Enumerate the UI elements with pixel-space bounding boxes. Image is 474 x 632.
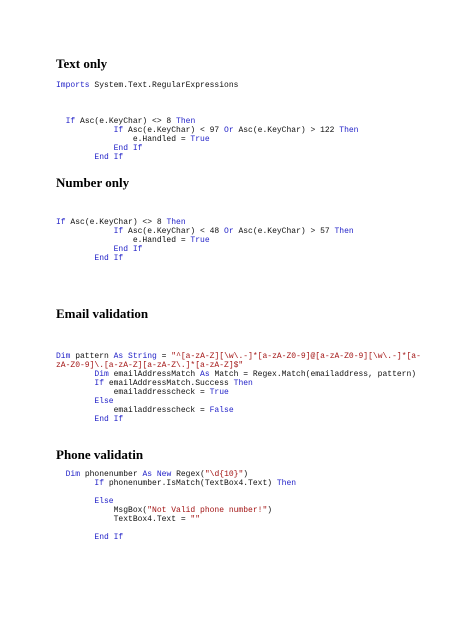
code-token: [56, 227, 114, 236]
code-token: e.Handled =: [56, 135, 191, 144]
code-line: [56, 406, 421, 415]
code-line: [56, 379, 421, 388]
code-token: Imports: [56, 81, 90, 90]
code-token: Asc(e.KeyChar) < 48: [123, 227, 225, 236]
code-line: [56, 218, 354, 227]
code-token: [56, 415, 94, 424]
code-token: System.Text.RegularExpressions: [89, 81, 239, 90]
code-line: [56, 506, 296, 515]
code-token: Asc(e.KeyChar) > 57: [233, 227, 335, 236]
code-token: True: [209, 388, 229, 397]
code-token: Or: [224, 126, 234, 135]
heading-email-validation: Email validation: [56, 306, 149, 321]
code-line: [56, 497, 296, 506]
code-token: Else: [94, 497, 114, 506]
code-token: [56, 497, 94, 506]
code-line: [56, 479, 296, 488]
code-token: [56, 397, 94, 406]
code-token: As: [142, 470, 153, 479]
heading-text-only: Text only: [56, 56, 108, 71]
code-token: emailaddresscheck =: [56, 406, 210, 415]
code-line: [56, 126, 358, 135]
code-line: [56, 515, 296, 524]
code-token: Then: [176, 117, 196, 126]
code-token: Else: [94, 397, 114, 406]
code-line: [56, 254, 354, 263]
code-token: phonenumber.IsMatch(TextBox4.Text): [104, 479, 277, 488]
code-token: Dim: [65, 470, 81, 479]
code-line: [56, 325, 421, 334]
code-line: [56, 90, 358, 99]
code-token: Match = Regex.Match(emailaddress, pattern): [209, 370, 417, 379]
code-token: End If: [94, 153, 124, 162]
code-token: "Not Valid phone number!": [147, 506, 268, 515]
code-token: "^[a-zA-Z][\w\.-]*[a-zA-Z0-9]@[a-zA-Z0-9][\w\.-]*[a-: [171, 352, 421, 361]
code-line: [56, 227, 354, 236]
code-line: [56, 99, 358, 108]
code-token: TextBox4.Text =: [56, 515, 191, 524]
code-token: End If: [94, 533, 124, 542]
code-line: [56, 352, 421, 361]
code-token: [56, 144, 114, 153]
code-token: New: [156, 470, 172, 479]
code-line: [56, 191, 354, 200]
code-token: pattern: [70, 352, 114, 361]
code-token: As: [113, 352, 124, 361]
code-line: [56, 470, 296, 479]
code-token: If: [56, 218, 66, 227]
code-token: End If: [94, 415, 124, 424]
code-token: If: [113, 126, 124, 135]
code-line: [56, 524, 296, 533]
code-line: [56, 343, 421, 352]
code-token: Then: [276, 479, 297, 488]
code-line: [56, 117, 358, 126]
code-token: [56, 117, 66, 126]
code-line: [56, 81, 358, 90]
code-line: [56, 370, 421, 379]
code-line: [56, 108, 358, 117]
code-token: Asc(e.KeyChar) <> 8: [65, 218, 167, 227]
code-token: End If: [113, 245, 143, 254]
code-line: [56, 144, 358, 153]
code-token: emailAddressMatch.Success: [104, 379, 234, 388]
code-line: [56, 533, 296, 542]
code-token: [56, 379, 94, 388]
code-token: If: [65, 117, 76, 126]
code-token: [56, 370, 94, 379]
code-block-email-validation: [56, 325, 421, 424]
code-token: [56, 254, 94, 263]
code-token: [56, 153, 94, 162]
heading-number-only: Number only: [56, 175, 130, 190]
code-token: zA-Z0-9]\.[a-zA-Z][a-zA-Z\.]*[a-zA-Z]$": [56, 361, 244, 370]
code-line: [56, 245, 354, 254]
code-token: [56, 245, 114, 254]
code-line: [56, 200, 354, 209]
code-line: [56, 361, 421, 370]
code-token: Regex(: [171, 470, 205, 479]
code-token: Dim: [56, 352, 71, 361]
code-line: [56, 388, 421, 397]
code-token: String: [128, 352, 157, 361]
code-line: [56, 236, 354, 245]
code-block-phone-validation: [56, 461, 296, 542]
code-token: =: [156, 352, 172, 361]
code-line: [56, 415, 421, 424]
code-token: Or: [224, 227, 234, 236]
code-token: Asc(e.KeyChar) > 122: [233, 126, 340, 135]
code-line: [56, 397, 421, 406]
heading-phone-validation: Phone validatin: [56, 447, 144, 462]
code-token: Asc(e.KeyChar) < 97: [123, 126, 225, 135]
code-token: "": [190, 515, 201, 524]
code-token: ): [243, 470, 249, 479]
code-line: [56, 209, 354, 218]
code-token: Then: [233, 379, 253, 388]
code-token: e.Handled =: [56, 236, 191, 245]
code-token: phonenumber: [80, 470, 143, 479]
code-block-text-only: [56, 81, 358, 162]
code-token: True: [190, 236, 210, 245]
code-token: [56, 470, 66, 479]
code-line: [56, 135, 358, 144]
code-token: Asc(e.KeyChar) <> 8: [75, 117, 177, 126]
code-token: MsgBox(: [56, 506, 148, 515]
code-token: Then: [166, 218, 186, 227]
code-token: [56, 126, 114, 135]
code-block-number-only: [56, 191, 354, 263]
code-token: Dim: [94, 370, 109, 379]
code-token: [56, 479, 94, 488]
code-line: [56, 153, 358, 162]
code-token: Then: [339, 126, 359, 135]
code-token: emailaddresscheck =: [56, 388, 210, 397]
code-token: If: [94, 479, 105, 488]
code-token: End If: [113, 144, 143, 153]
code-token: As: [200, 370, 210, 379]
code-token: False: [209, 406, 234, 415]
code-token: True: [190, 135, 210, 144]
code-line: [56, 461, 296, 470]
code-token: If: [113, 227, 124, 236]
code-line: [56, 488, 296, 497]
code-token: Then: [334, 227, 354, 236]
code-token: If: [94, 379, 105, 388]
code-token: ): [267, 506, 273, 515]
code-line: [56, 334, 421, 343]
code-token: "\d{10}": [204, 470, 244, 479]
code-token: End If: [94, 254, 124, 263]
code-token: [56, 533, 94, 542]
code-token: emailAddressMatch: [108, 370, 201, 379]
